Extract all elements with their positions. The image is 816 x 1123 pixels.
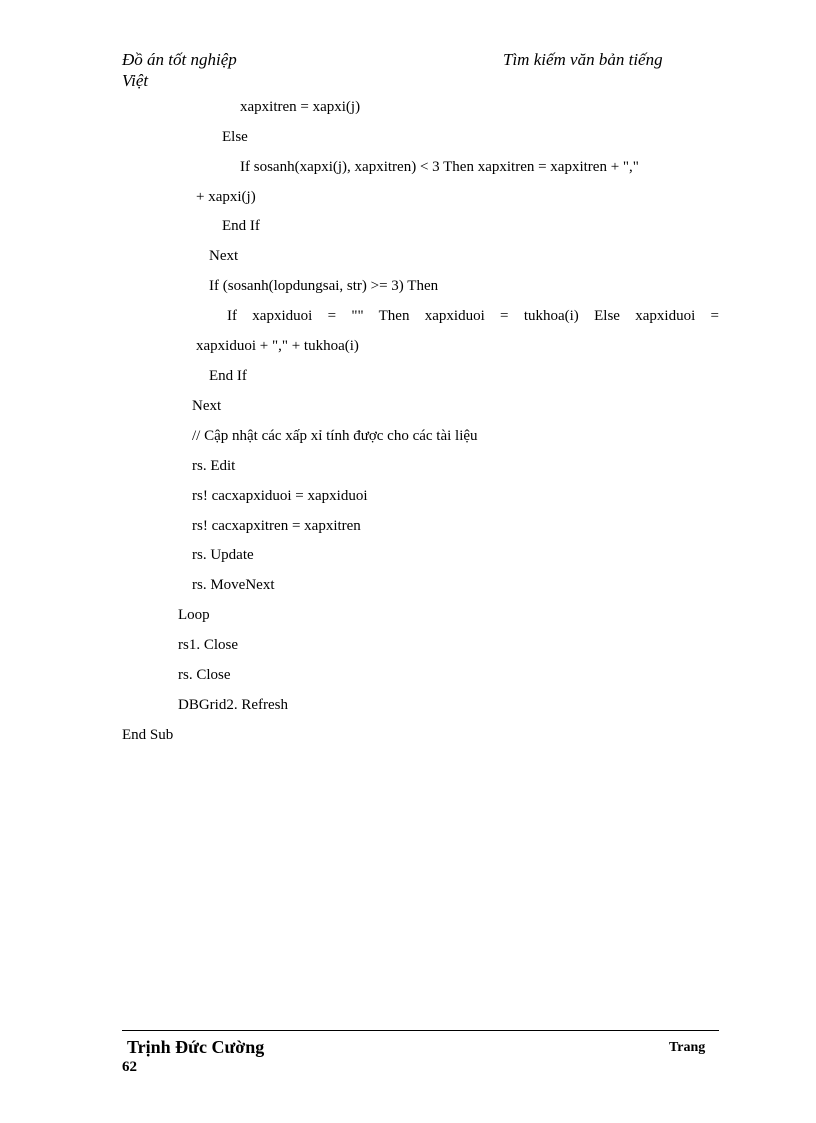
header-right-title: Tìm kiếm văn bản tiếng	[503, 50, 663, 69]
code-line: + xapxi(j)	[196, 189, 256, 205]
code-line: If (sosanh(lopdungsai, str) >= 3) Then	[209, 278, 439, 294]
code-line: rs. Update	[192, 547, 254, 563]
code-line: End Sub	[122, 727, 174, 743]
header-left-title: Đồ án tốt nghiệp	[122, 50, 237, 69]
code-line: rs! cacxapxiduoi = xapxiduoi	[192, 488, 368, 504]
code-line: If xapxiduoi = "" Then xapxiduoi = tukhoa(i) Else xapxiduoi =	[227, 308, 719, 324]
code-line: End If	[222, 218, 260, 234]
footer-author: Trịnh Đức Cường	[127, 1037, 265, 1057]
footer-divider	[122, 1030, 719, 1031]
code-line: Next	[209, 248, 239, 264]
code-line: rs! cacxapxitren = xapxitren	[192, 518, 361, 534]
header-wrap-text: Việt	[122, 71, 149, 90]
code-line: End If	[209, 368, 247, 384]
code-line: DBGrid2. Refresh	[178, 697, 288, 713]
code-line: If sosanh(xapxi(j), xapxitren) < 3 Then xapxitren = xapxitren + ","	[240, 159, 639, 175]
footer-page-number: 62	[122, 1059, 137, 1075]
code-line: xapxitren = xapxi(j)	[240, 99, 361, 115]
code-line: Else	[222, 129, 248, 145]
code-comment: // Cập nhật các xấp xỉ tính được cho các tài liệu	[192, 428, 478, 444]
code-line: Next	[192, 398, 222, 414]
code-line: rs1. Close	[178, 637, 238, 653]
code-line: xapxiduoi + "," + tukhoa(i)	[196, 338, 359, 354]
code-line: rs. Close	[178, 667, 231, 683]
code-line: Loop	[178, 607, 210, 623]
code-line: rs. Edit	[192, 458, 236, 474]
code-line: rs. MoveNext	[192, 577, 275, 593]
footer-page-label: Trang	[669, 1040, 706, 1055]
